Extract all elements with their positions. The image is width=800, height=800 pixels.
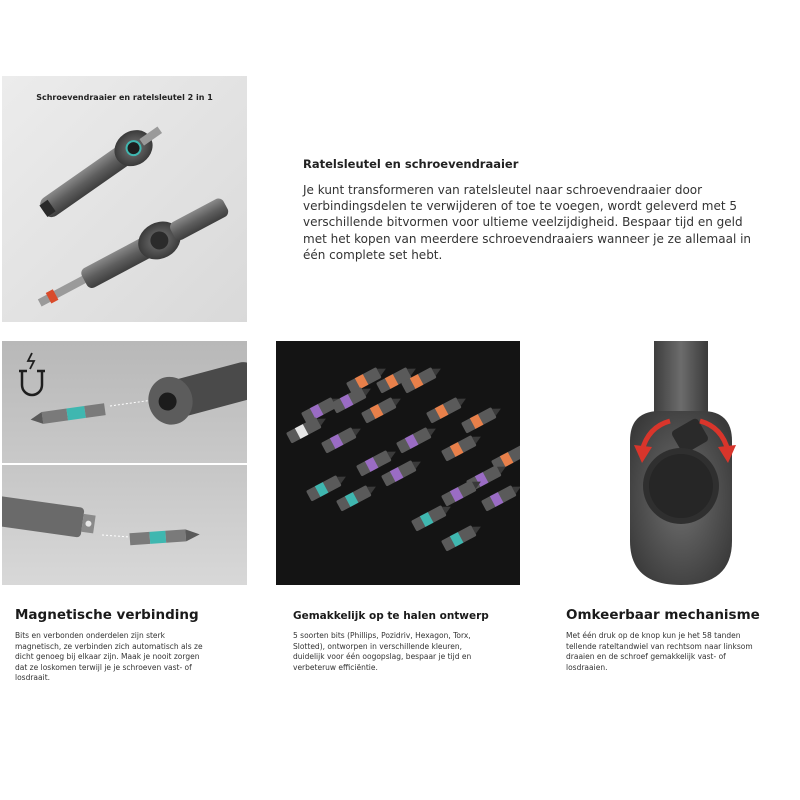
bit (396, 423, 439, 453)
bit (481, 481, 520, 511)
magnet-image-bottom (2, 465, 247, 585)
magnet-icon (19, 353, 45, 395)
ratchet-image (560, 341, 800, 585)
bit (361, 393, 404, 423)
intro-body: Je kunt transformeren van ratelsleutel naar schroevendraaier door verbindingsdelen te verwijderen of toe te voegen, wordt geleverd met 5 verschillende bitvormen voor ultieme veelzijdigheid. Bespaar tijd en geld met het kopen van meerdere schroevendraaiers wanneer je ze allemaal in één complete set hebt. (303, 183, 752, 262)
hero-caption: Schroevendraaier en ratelsleutel 2 in 1 (36, 93, 213, 102)
hero-image (2, 76, 247, 322)
bit (441, 431, 484, 461)
bits-image (276, 341, 520, 585)
bit (426, 393, 469, 423)
feature-body-retrieval: 5 soorten bits (Phillips, Pozidriv, Hexagon, Torx, Slotted), ontworpen in verschillende kleuren, duidelijk voor één oogopslag, bespaar je tijd en verbeteruw efficiëntie. (293, 631, 472, 672)
bit (441, 521, 484, 551)
intro-title: Ratelsleutel en schroevendraaier (303, 157, 519, 171)
feature-title-retrieval: Gemakkelijk op te halen ontwerp (293, 610, 489, 622)
feature-title-magnetic: Magnetische verbinding (15, 607, 199, 623)
bit (336, 481, 379, 511)
feature-body-magnetic: Bits en verbonden onderdelen zijn sterk magnetisch, ze verbinden zich automatisch als ze dicht genoeg bij elkaar zijn. Maak je nooit zorgen dat ze loskomen terwijl je je schroeven vast- of losdraait. (15, 631, 203, 683)
bit (321, 423, 364, 453)
magnet-image-top (2, 341, 247, 463)
feature-body-reversible: Met één druk op de knop kun je het 58 tanden tellende rateltandwiel van rechtsom naar linksom draaien en de schroef gemakkelijk vast- of losdraaien. (566, 631, 753, 672)
ratchet-screwdriver-illustration (2, 76, 247, 322)
bit (461, 403, 504, 433)
bit (306, 471, 349, 501)
feature-title-reversible: Omkeerbaar mechanisme (566, 607, 760, 623)
